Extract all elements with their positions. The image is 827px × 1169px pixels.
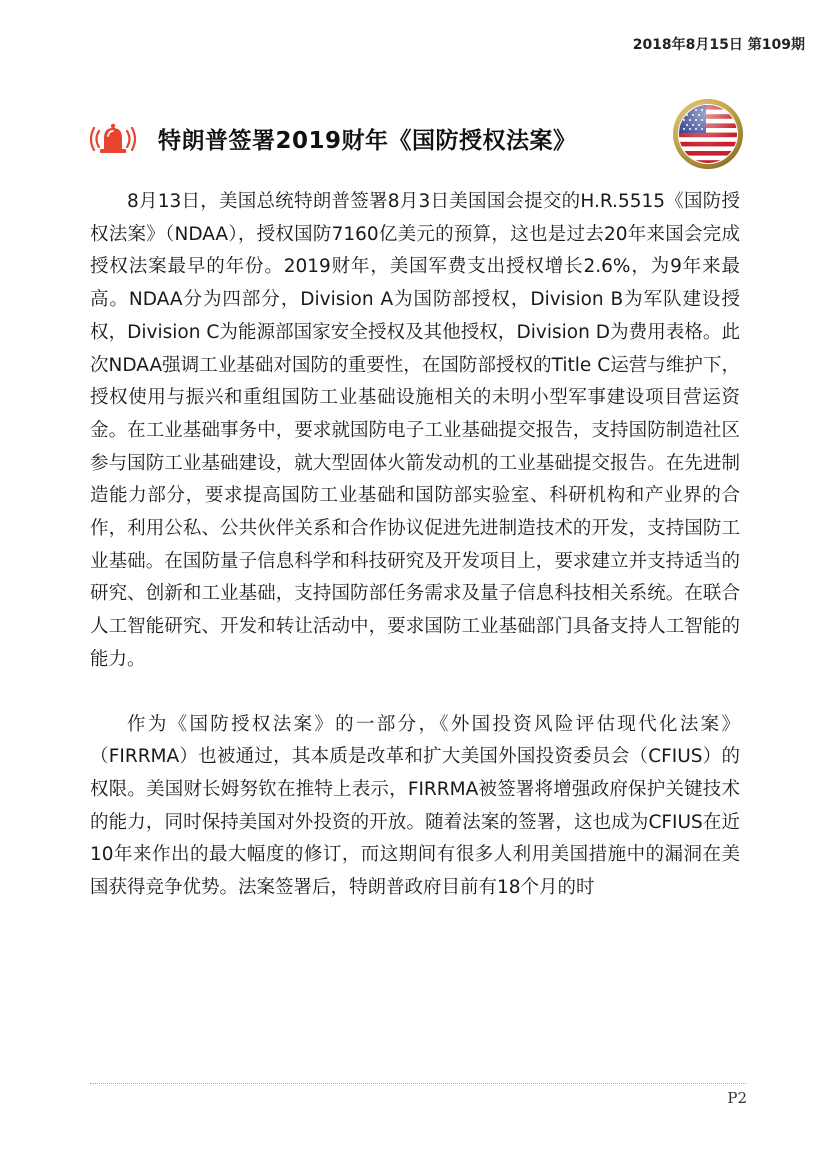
article-body: [90, 186, 740, 905]
us-flag-badge-icon: [672, 98, 744, 170]
footer-divider: [90, 1083, 746, 1084]
page-number: P2: [727, 1089, 747, 1107]
alarm-bell-icon: [90, 122, 136, 156]
article-paragraph: 8月13日，美国总统特朗普签署8月3日美国国会提交的H.R.5515《国防授权法案》（NDAA），授权国防7160亿美元的预算，这也是过去20年来国会完成授权法案最早的年份。2019财年，美国军费支出授权增长2.6%，为9年来最高。NDAA分为四部分，Division A为国防部授权，Division B为军队建设授权，Division C为能源部国家安全授权及其他授权，Division D为费用表格。此次NDAA强调工业基础对国防的重要性，在国防部授权的Title C运营与维护下，授权使用与振兴和重组国防工业基础设施相关的未明小型军事建设项目营运资金。在工业基础事务中，要求就国防电子工业基础提交报告，支持国防制造社区参与国防工业基础建设，就大型固体火箭发动机的工业基础提交报告。在先进制造能力部分，要求提高国防工业基础和国防部实验室、科研机构和产业界的合作，利用公私、公共伙伴关系和合作协议促进先进制造技术的开发，支持国防工业基础。在国防量子信息科学和科技研究及开发项目上，要求建立并支持适当的研究、创新和工业基础，支持国防部任务需求及量子信息科技相关系统。在联合人工智能研究、开发和转让活动中，要求国防工业基础部门具备支持人工智能的能力。: [90, 191, 740, 670]
article-paragraph: 作为《国防授权法案》的一部分，《外国投资风险评估现代化法案》（FIRRMA）也被通过，其本质是改革和扩大美国外国投资委员会（CFIUS）的权限。美国财长姆努钦在推特上表示，FIRRMA被签署将增强政府保护关键技术的能力，同时保持美国对外投资的开放。随着法案的签署，这也成为CFIUS在近10年来作出的最大幅度的修订，而这期间有很多人利用美国措施中的漏洞在美国获得竞争优势。法案签署后，特朗普政府目前有18个月的时: [90, 713, 740, 899]
article-header: [90, 118, 750, 168]
article-title: 特朗普签署2019财年《国防授权法案》: [158, 128, 577, 154]
issue-date: 2018年8月15日 第109期: [632, 37, 805, 53]
